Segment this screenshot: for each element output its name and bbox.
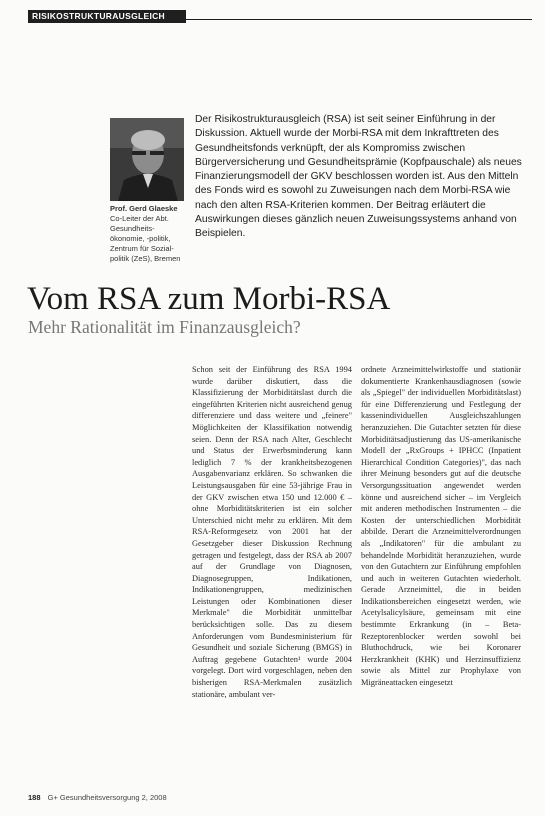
author-photo bbox=[110, 118, 184, 201]
body-column-left: Schon seit der Einführung des RSA 1994 wurde darüber diskutiert, dass die Klassifizierung der Morbiditätslast durch die eingeführten Kriterien nicht ausreichend genug differenziere und dass weitere und „feinere" Möglichkeiten der Klassifikation notwendig seien. Denn der RSA nach Alter, Geschlecht und Status der Erwerbsminderung kann lediglich 7 % der krankheitsbezogenen Ausgabenvarianz erklären. So schwanken die Leistungsausgaben für eine 53-jährige Frau in der GKV zwischen etwa 150 und 12.000 € – ohne Morbiditätskriterien ist ein solcher Unterschied nicht mehr zu erklären. Mit dem RSA-Reformgesetz von 2001 hat der Gesetzgeber dieser Diskussion Rechnung getragen und festgelegt, dass der RSA ab 2007 auf der Grundlage von Diagnosen, Diagnosegruppen, Indikationen, Indikationengruppen, medizinischen Leistungen oder Kombinationen dieser Merkmale" die Morbidität unmittelbar berücksichtigen solle. Das zu diesem Anforderungen vom Bundesministerium für Gesundheit und soziale Sicherung (BMGS) in Auftrag gegebene Gutachten¹ wurde 2004 vorgelegt. Dort wird vorgeschlagen, neben den bisherigen RSA-Merkmalen zusätzlich stationäre, ambulant ver- bbox=[192, 365, 352, 699]
article-headline: Vom RSA zum Morbi-RSA bbox=[27, 281, 391, 317]
body-column-right: ordnete Arzneimittelwirkstoffe und stationär dokumentierte Krankenhausdiagnosen (sowie als „Spiegel" der individuellen Morbiditätslast) für eine Differenzierung und Festlegung der kassenindividuellen Ausgleichszahlungen heranzuziehen. Die Gutachter setzten für diese Morbiditätsadjustierung das US-amerikanische Modell der „RxGroups + IPHCC (Inpatient Hierarchical Condition Categories)", das nach ihrer Meinung besonders gut auf die deutsche Versorgungssituation angewendet werden könne und ausreichend sicher – im Vergleich mit anderen methodischen Instrumenten – die Kosten der unterschiedlichen Morbidität abbilde. Derart die Arzneimittelverordnungen als „Indikatoren" für die ambulant zu behandelnde Morbidität heranzuziehen, wurde von den Gutachtern zur Einführung empfohlen und auch in weiteren Gutachten wiederholt. Gerade Arzneimittel, die in beiden Indikationsbereichen eingesetzt werden, wie Acetylsalicylsäure, gemeinsam mit eine bestimmte Erkrankung (in – Beta-Rezeptorenblocker werden sowohl bei Bluthochdruck, wie bei Koronarer Herzkrankheit (KHK) und Herzinsuffizienz sowie als Mittel zur Prophylaxe von Migräneattacken eingesetzt bbox=[361, 365, 521, 688]
page-footer bbox=[28, 793, 228, 803]
article-subheadline: Mehr Rationalität im Finanzausgleich? bbox=[28, 317, 301, 337]
author-affiliation: Co-Leiter der Abt. Gesundheits- ökonomie, -politik, Zentrum für Sozial- politik (ZeS), Bremen bbox=[110, 214, 181, 263]
publication-name: G+ Gesundheitsversorgung 2, 2008 bbox=[47, 793, 167, 802]
author-caption bbox=[110, 204, 190, 264]
section-rule bbox=[186, 19, 532, 20]
intro-text: Der Risikostrukturausgleich (RSA) ist seit seiner Einführung in der Diskussion. Aktuell wurde der Morbi-RSA mit dem Inkrafttreten des Gesundheitsfonds verknüpft, der als Kompromiss zwischen Bürgerversicherung und Gesundheitsprämie (Kopfpauschale) als neues Finanzierungsmodell der GKV beschlossen worden ist. Aus den Mitteln des Fonds wird es sowohl zu Zuweisungen nach dem Morbi-RSA wie nach den alten RSA-Kriterien kommen. Der Beitrag erläutert die Auswirkungen dieses gänzlich neuen Zuweisungssystems anhand von Beispielen. bbox=[195, 114, 522, 240]
section-label: RISIKOSTRUKTURAUSGLEICH bbox=[28, 10, 186, 23]
portrait-image bbox=[110, 118, 184, 201]
author-name: Prof. Gerd Glaeske bbox=[110, 204, 178, 213]
page-number: 188 bbox=[28, 793, 41, 802]
